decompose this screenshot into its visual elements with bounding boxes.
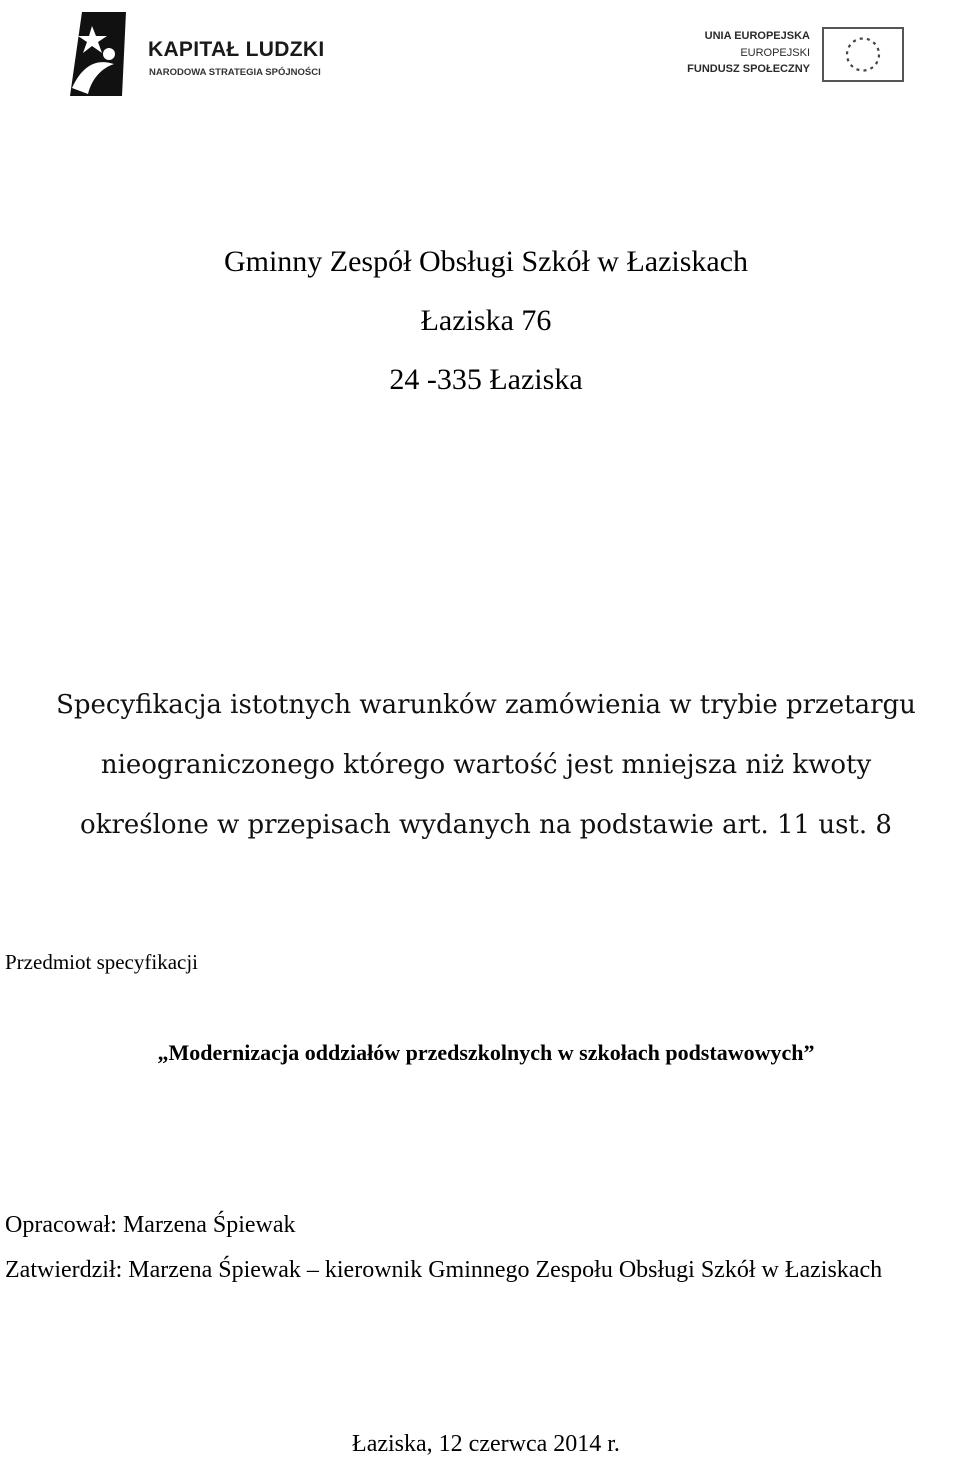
institution-street: Łaziska 76 (420, 304, 552, 337)
institution-postal: 24 -335 Łaziska (389, 363, 583, 396)
institution-name: Gminny Zespół Obsługi Szkół w Łaziskach (223, 245, 749, 278)
spec-title-line-1: Specyfikacja istotnych warunków zamówienia w trybie przetargu (56, 690, 916, 720)
eu-flag-icon (822, 27, 904, 82)
subject-label: Przedmiot specyfikacji (5, 950, 199, 974)
eu-line-2: EUROPEJSKI (740, 47, 810, 59)
approved-by: Zatwierdził: Marzena Śpiewak – kierownik Gminnego Zespołu Obsługi Szkół w Łaziskach (5, 1257, 883, 1283)
spec-title-line-2: nieograniczonego którego wartość jest mniejsza niż kwoty (100, 750, 872, 780)
prepared-by: Opracował: Marzena Śpiewak (5, 1212, 296, 1238)
kapital-ludzki-emblem-icon (62, 8, 128, 100)
eu-line-1: UNIA EUROPEJSKA (704, 30, 810, 42)
kapital-ludzki-logo (62, 8, 352, 100)
kapital-ludzki-subtitle: NARODOWA STRATEGIA SPÓJNOŚCI (149, 67, 321, 78)
document-date: Łaziska, 12 czerwca 2014 r. (352, 1431, 620, 1457)
spec-title-line-3: określone w przepisach wydanych na podstawie art. 11 ust. 8 (80, 810, 892, 840)
eu-logo (672, 22, 904, 84)
subject-title: „Modernizacja oddziałów przedszkolnych w szkołach podstawowych” (157, 1040, 815, 1065)
eu-line-3: FUNDUSZ SPOŁECZNY (687, 63, 810, 75)
kapital-ludzki-title: KAPITAŁ LUDZKI (148, 38, 325, 61)
